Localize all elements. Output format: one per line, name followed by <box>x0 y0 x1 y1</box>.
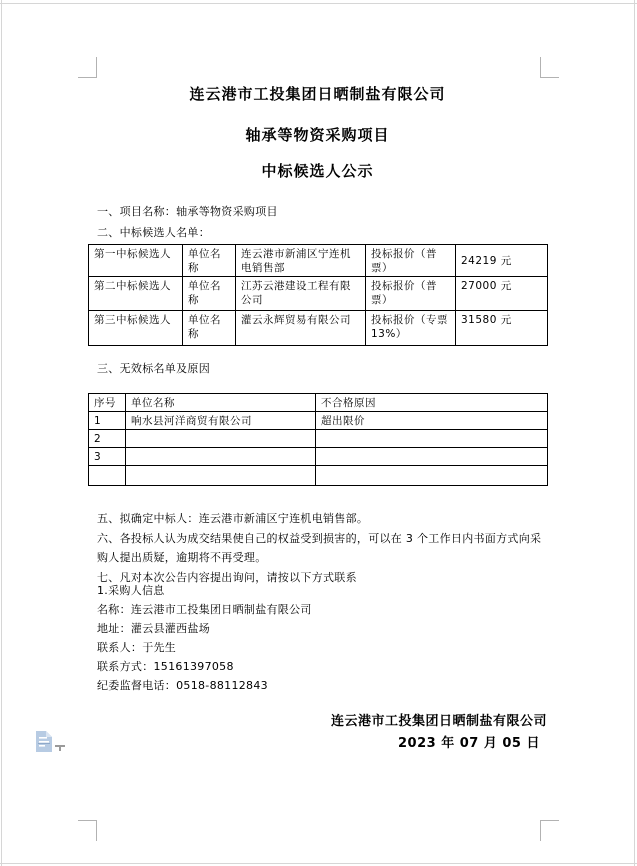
text-boundary-mark-top-right <box>540 57 559 78</box>
text-boundary-mark-bottom-right <box>540 820 559 841</box>
purchaser-address: 地址：灌云县灌西盐场 <box>97 622 210 635</box>
candidate-company: 灌云永辉贸易有限公司 <box>236 311 366 346</box>
candidate-price-label: 投标报价（普票） <box>366 245 456 277</box>
section-2-candidate-list: 二、中标候选人名单： <box>97 226 210 239</box>
candidate-price: 31580 元 <box>456 311 548 346</box>
invalid-company <box>126 466 316 486</box>
candidate-label: 单位名称 <box>183 245 236 277</box>
purchaser-info-block <box>97 581 548 695</box>
text-boundary-mark-top-left <box>78 57 97 78</box>
page-edge-left <box>1 0 2 866</box>
invalid-company <box>126 430 316 448</box>
candidate-label: 单位名称 <box>183 277 236 311</box>
page-edge-top <box>0 3 637 4</box>
purchaser-name: 名称：连云港市工投集团日晒制盐有限公司 <box>97 603 312 616</box>
header-reason: 不合格原因 <box>316 394 548 412</box>
candidate-rank: 第一中标候选人 <box>89 245 183 277</box>
page-edge-bottom <box>0 863 637 864</box>
invalid-company: 响水县河洋商贸有限公司 <box>126 412 316 430</box>
table-row <box>89 311 548 346</box>
candidate-price: 24219 元 <box>456 245 548 277</box>
invalid-bids-table <box>88 393 548 486</box>
purchaser-heading: 1.采购人信息 <box>97 584 165 597</box>
doc-title-company: 连云港市工投集团日晒制盐有限公司 <box>189 85 446 103</box>
section-7-contact-notice: 七、凡对本次公告内容提出询问，请按以下方式联系 <box>97 571 357 584</box>
candidate-rank: 第三中标候选人 <box>89 311 183 346</box>
doc-title-project: 轴承等物资采购项目 <box>245 126 390 144</box>
candidate-price-label: 投标报价（普票） <box>366 277 456 311</box>
header-no: 序号 <box>89 394 126 412</box>
invalid-reason: 超出限价 <box>316 412 548 430</box>
section-3-invalid-bids: 三、无效标名单及原因 <box>97 362 210 375</box>
candidate-price: 27000 元 <box>456 277 548 311</box>
invalid-no <box>89 466 126 486</box>
section-5-selected-winner: 五、拟确定中标人：连云港市新浦区宁连机电销售部。 <box>97 512 369 525</box>
header-company: 单位名称 <box>126 394 316 412</box>
invalid-reason <box>316 430 548 448</box>
table-row <box>89 245 548 277</box>
candidate-company: 江苏云港建设工程有限公司 <box>236 277 366 311</box>
table-row <box>89 430 548 448</box>
page-edge-right <box>634 0 635 866</box>
candidate-price-label: 投标报价（专票 13%） <box>366 311 456 346</box>
candidates-table <box>88 244 548 346</box>
invalid-reason <box>316 448 548 466</box>
table-row <box>89 448 548 466</box>
invalid-no: 2 <box>89 430 126 448</box>
candidate-company: 连云港市新浦区宁连机电销售部 <box>236 245 366 277</box>
text-boundary-mark-bottom-left <box>78 820 97 841</box>
purchaser-supervision-phone: 纪委监督电话：0518-88112843 <box>97 679 268 692</box>
table-header-row <box>89 394 548 412</box>
doc-title-announcement: 中标候选人公示 <box>261 162 374 180</box>
invalid-reason <box>316 466 548 486</box>
purchaser-contact: 联系人：于先生 <box>97 641 177 654</box>
candidate-label: 单位名称 <box>183 311 236 346</box>
section-1-project-name: 一、项目名称：轴承等物资采购项目 <box>97 205 278 218</box>
purchaser-phone: 联系方式：15161397058 <box>97 660 234 673</box>
annotation-document-icon[interactable] <box>36 731 52 752</box>
invalid-no: 1 <box>89 412 126 430</box>
signature-date: 2023 年 07 月 05 日 <box>398 736 540 751</box>
section-6-objection-notice: 六、各投标人认为成交结果使自己的权益受到损害的，可以在 3 个工作日内书面方式向采购人提出质疑，逾期将不再受理。 <box>97 532 542 564</box>
table-row <box>89 412 548 430</box>
signature-company: 连云港市工投集团日晒制盐有限公司 <box>330 714 547 729</box>
invalid-no: 3 <box>89 448 126 466</box>
table-row <box>89 466 548 486</box>
invalid-company <box>126 448 316 466</box>
annotation-caret-mark <box>55 738 65 746</box>
candidate-rank: 第二中标候选人 <box>89 277 183 311</box>
table-row <box>89 277 548 311</box>
